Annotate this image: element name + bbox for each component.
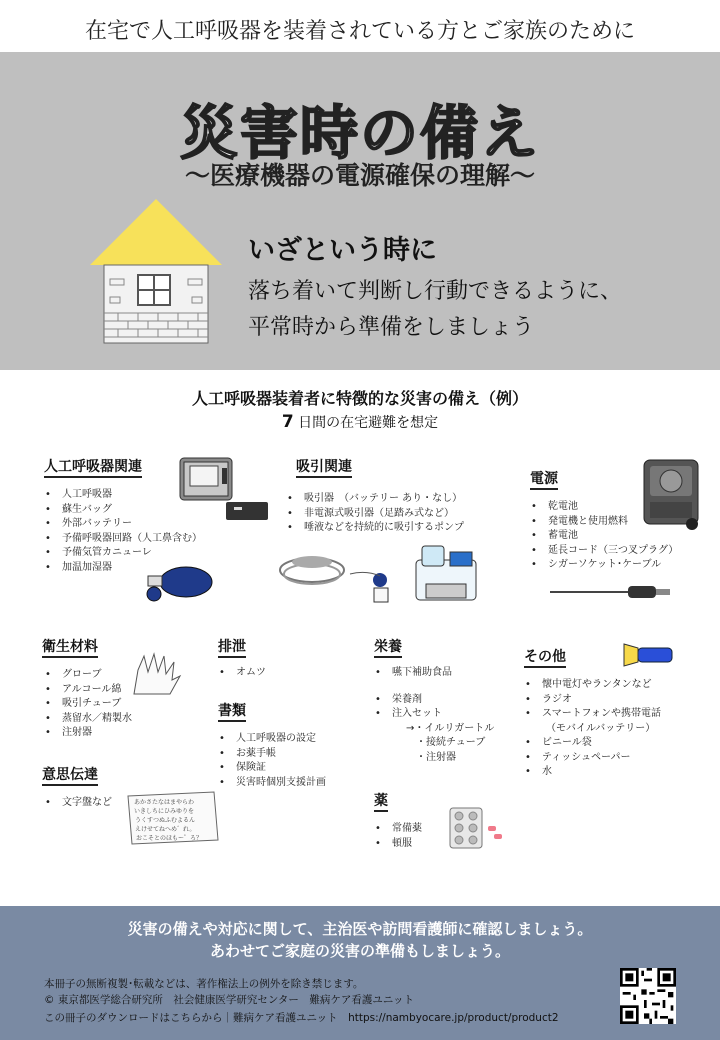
category-suction-title: 吸引関連 bbox=[296, 459, 352, 478]
hero-banner bbox=[0, 52, 720, 370]
list-item: • 唾液などを持続的に吸引するポンプ bbox=[284, 521, 464, 536]
list-item: • 蓄電池 bbox=[528, 529, 678, 544]
cigarette-socket-cable-icon bbox=[548, 580, 678, 604]
days-count: 7 bbox=[281, 412, 294, 432]
footer-message-1: 災害の備えや対応に関して、主治医や訪問看護師に確認しましょう。 bbox=[127, 920, 593, 938]
list-item: • 蒸留水／精製水 bbox=[42, 712, 132, 727]
footer bbox=[0, 906, 720, 1040]
copyright-notice: 本冊子の無断複製･転載などは、著作権法上の例外を除き禁じます。 bbox=[44, 978, 364, 990]
list-item: • スマートフォンや携帯電話 bbox=[522, 707, 661, 722]
category-ventilator bbox=[44, 456, 142, 476]
medicine-pack-icon bbox=[446, 804, 508, 852]
section-subtitle-text: 日間の在宅避難を想定 bbox=[293, 415, 439, 431]
letter-board-icon bbox=[124, 790, 220, 846]
list-item: • 予備気管カニューレ bbox=[42, 546, 202, 561]
list-item: • 常備薬 bbox=[372, 822, 422, 837]
list-item: • 災害時個別支援計画 bbox=[216, 776, 326, 791]
excretion-list bbox=[216, 666, 266, 681]
house-icon bbox=[88, 197, 224, 347]
list-item: • 注入セット bbox=[372, 707, 494, 722]
download-link[interactable]: この冊子のダウンロードはこちらから｜難病ケア看護ユニット https://nambyocare.jp/product/product2 bbox=[44, 1012, 559, 1024]
list-item: • 水 bbox=[522, 765, 661, 780]
nutrition-list bbox=[372, 666, 494, 765]
category-communication-title: 意思伝達 bbox=[42, 767, 98, 786]
list-sub-item: →・イルリガートル bbox=[406, 722, 495, 734]
letter-board-row: えけせてねへめ゛れ。 bbox=[135, 826, 196, 833]
list-item: • ラジオ bbox=[522, 693, 661, 708]
list-item: • 予備呼吸器回路（人工鼻含む） bbox=[42, 532, 202, 547]
list-item: • 人工呼吸器の設定 bbox=[216, 732, 326, 747]
list-item: • 加温加湿器 bbox=[42, 561, 202, 576]
footer-message-2: あわせてご家庭の災害の準備もしましょう。 bbox=[209, 942, 510, 960]
category-nutrition-title: 栄養 bbox=[374, 639, 402, 658]
category-power-title: 電源 bbox=[530, 471, 558, 490]
ventilator-icon bbox=[174, 452, 274, 524]
category-other bbox=[524, 646, 566, 666]
category-ventilator-title: 人工呼吸器関連 bbox=[44, 459, 142, 478]
category-medicine bbox=[374, 790, 388, 810]
section-title: 人工呼吸器装着者に特徴的な災害の備え（例） bbox=[191, 389, 528, 408]
list-item: • 懐中電灯やランタンなど bbox=[522, 678, 661, 693]
organization-credit: © 東京都医学総合研究所 社会健康医学研究センター 難病ケア看護ユニット bbox=[44, 994, 414, 1006]
list-item: • グローブ bbox=[42, 668, 132, 683]
list-sub-item: （モバイルバッテリー） bbox=[546, 722, 656, 734]
list-item: • 延長コード（三つ叉プラグ） bbox=[528, 544, 678, 559]
letter-board-row: うくすつぬふむよるん bbox=[135, 817, 196, 824]
suction-list bbox=[284, 492, 464, 536]
generator-icon bbox=[636, 454, 706, 534]
letter-board-row: あかさたなはまやらわ bbox=[134, 799, 195, 806]
suction-device-icon bbox=[276, 540, 506, 612]
category-suction bbox=[296, 456, 352, 476]
list-item: • 文字盤など bbox=[42, 796, 112, 811]
list-item: • ビニール袋 bbox=[522, 736, 661, 751]
list-item: • ティッシュペーパー bbox=[522, 751, 661, 766]
hero-lead: いざという時に bbox=[248, 235, 437, 266]
category-documents-title: 書類 bbox=[218, 703, 246, 722]
list-item: • 非電源式吸引器（足踏み式など） bbox=[284, 507, 464, 522]
resuscitation-bag-icon bbox=[140, 560, 220, 610]
top-subtitle: 在宅で人工呼吸器を装着されている方とご家族のために bbox=[84, 19, 635, 44]
category-hygiene-title: 衛生材料 bbox=[42, 639, 98, 658]
section-subtitle bbox=[0, 412, 720, 432]
communication-list bbox=[42, 796, 112, 811]
category-excretion-title: 排泄 bbox=[218, 639, 246, 658]
category-nutrition bbox=[374, 636, 402, 656]
list-item: • 乾電池 bbox=[528, 500, 678, 515]
category-documents bbox=[218, 700, 246, 720]
qr-code-icon[interactable] bbox=[620, 968, 676, 1024]
list-item: • 頓服 bbox=[372, 837, 422, 852]
letter-board-row: いきしちにひみゆりを bbox=[134, 808, 195, 815]
list-item: • 保険証 bbox=[216, 761, 326, 776]
hero-subtitle: ～医療機器の電源確保の理解～ bbox=[184, 161, 535, 190]
list-item: • シガーソケット･ケーブル bbox=[528, 558, 678, 573]
glove-icon bbox=[128, 650, 188, 700]
list-item: • 人工呼吸器 bbox=[42, 488, 202, 503]
list-item: • 注射器 bbox=[42, 726, 132, 741]
list-sub-item: ・注射器 bbox=[416, 751, 456, 763]
list-item: • 外部バッテリー bbox=[42, 517, 202, 532]
list-item: • オムツ bbox=[216, 666, 266, 681]
list-item: • 栄養剤 bbox=[372, 693, 494, 708]
category-excretion bbox=[218, 636, 246, 656]
category-other-title: その他 bbox=[524, 649, 566, 668]
list-item: • 吸引器 （バッテリー あり・なし） bbox=[284, 492, 464, 507]
medicine-list bbox=[372, 822, 422, 851]
hero-text-line1: 落ち着いて判断し行動できるように、 bbox=[248, 279, 623, 304]
page-title: 災害時の備え bbox=[179, 99, 540, 167]
category-hygiene bbox=[42, 636, 98, 656]
documents-list bbox=[216, 732, 326, 790]
list-item: • アルコール綿 bbox=[42, 683, 132, 698]
hygiene-list bbox=[42, 668, 132, 741]
list-item: • 吸引チューブ bbox=[42, 697, 132, 712]
category-medicine-title: 薬 bbox=[374, 793, 388, 812]
hero-text-line2: 平常時から準備をしましょう bbox=[248, 315, 535, 340]
other-list bbox=[522, 678, 661, 780]
list-item: • 蘇生バッグ bbox=[42, 503, 202, 518]
list-item: • お薬手帳 bbox=[216, 747, 326, 762]
letter-board-row: おこそとのほもー゜ろ？ bbox=[136, 835, 203, 842]
category-power bbox=[530, 468, 558, 488]
list-item: • 嚥下補助食品 bbox=[372, 666, 494, 681]
flashlight-icon bbox=[620, 642, 674, 668]
category-communication bbox=[42, 764, 98, 784]
list-sub-item: ・接続チューブ bbox=[416, 737, 486, 748]
list-item: • 発電機と使用燃料 bbox=[528, 515, 678, 530]
